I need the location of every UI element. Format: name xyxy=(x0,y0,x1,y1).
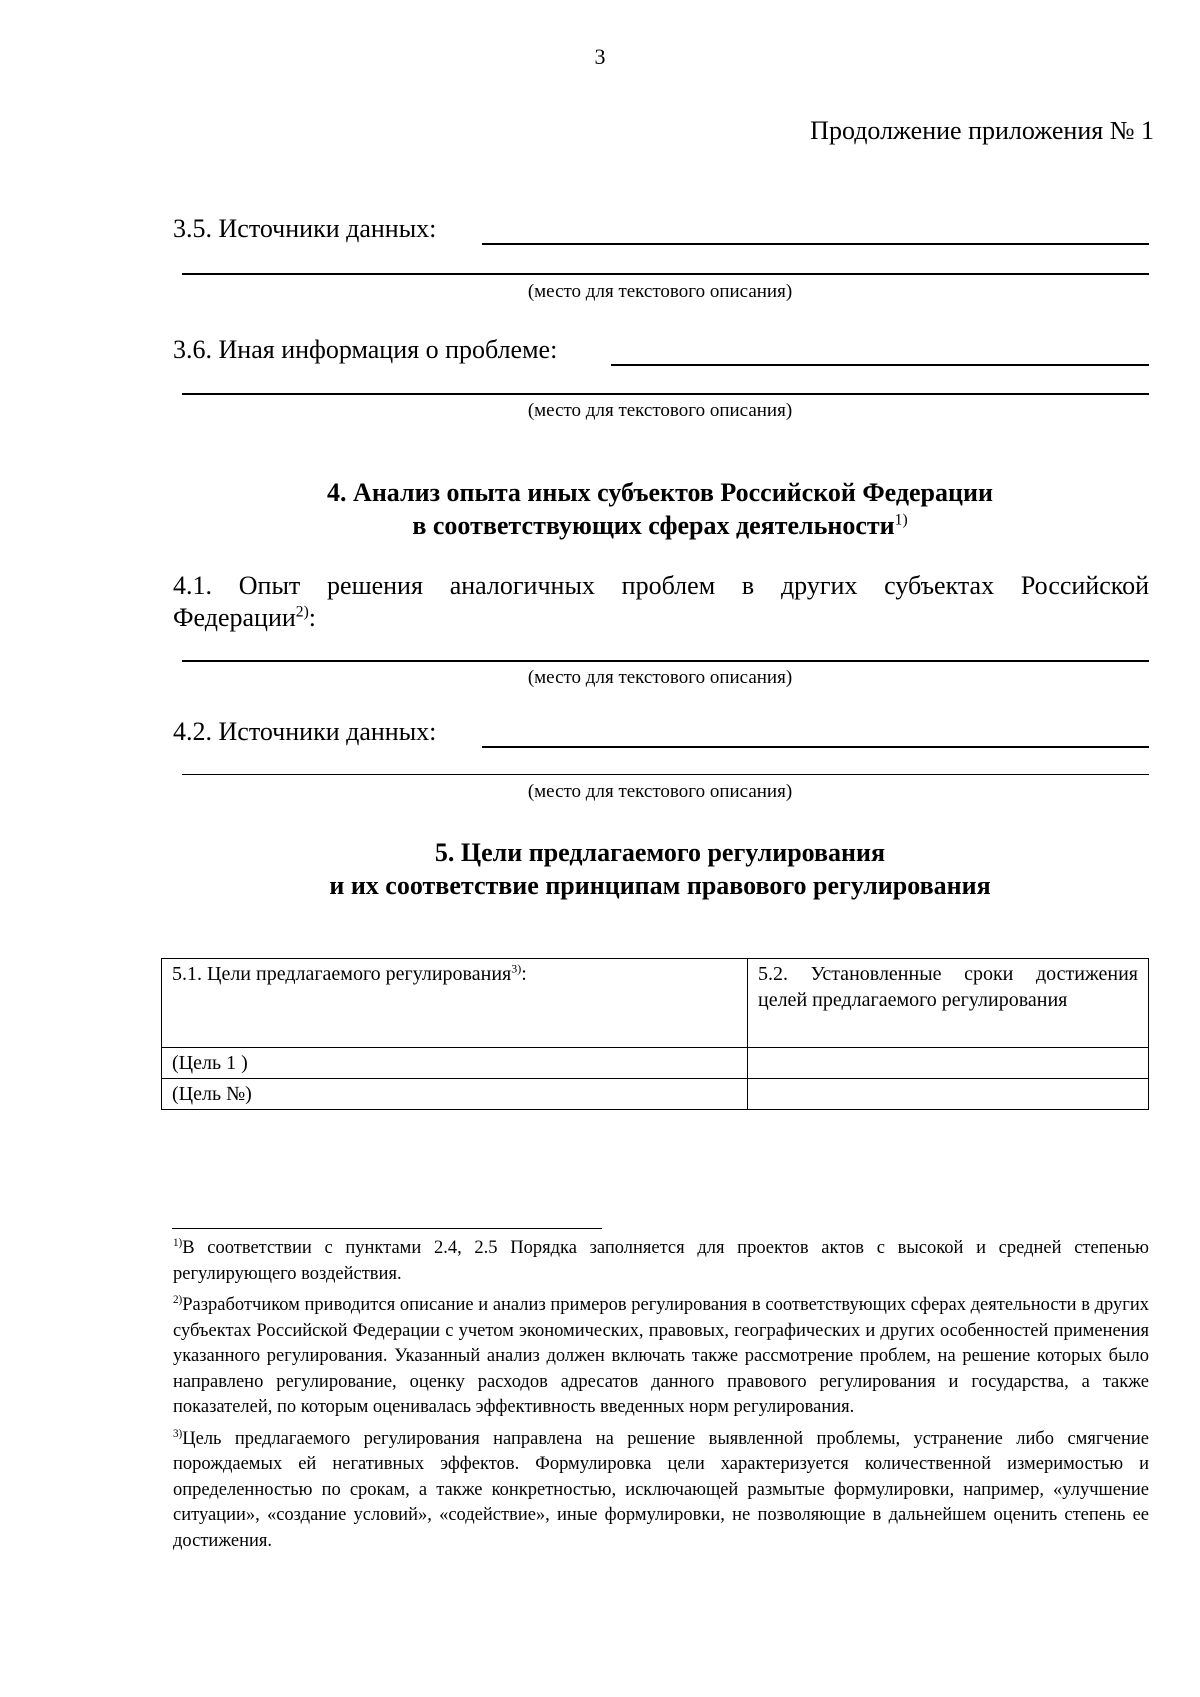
item-4-2-label: 4.2. Источники данных: xyxy=(173,717,437,746)
placeholder-caption: (место для текстового описания) xyxy=(527,281,793,302)
table-header-goals: 5.1. Цели предлагаемого регулирования$^{3)}$: xyxy=(162,959,748,1048)
item-4-1-label-line1: 4.1. Опыт решения аналогичных проблем в других субъектах Российской xyxy=(173,571,1149,600)
table-header-deadlines: 5.2. Установленные сроки достижения целей предлагаемого регулирования xyxy=(748,959,1149,1048)
item-4-1-label-line2: Федерации$^{2)}$: xyxy=(173,603,317,632)
table-cell-goal: (Цель 1 ) xyxy=(162,1048,748,1079)
goals-table xyxy=(161,958,1149,1110)
footnote-3: $^{3)}$Цель предлагаемого регулирования направлена на решение выявленной проблемы, устранение либо смягчение порождаемых ей негативных эффектов. Формулировка цели характеризуется количественной измеримостью и определенностью по срокам, а также конкретностью, исключающей размытые формулировки, например, «улучшение ситуации», «создание условий», «содействие», иные формулировки, не позволяющие в дальнейшем оценить степень ее достижения. xyxy=(173,1427,1149,1551)
section-4-heading-line2: в соответствующих сферах деятельности$^{1)}$ xyxy=(412,511,908,540)
section-4-heading xyxy=(0,476,1200,542)
placeholder-caption: (место для текстового описания) xyxy=(527,781,793,802)
table-cell-deadline[interactable] xyxy=(748,1079,1149,1110)
table-cell-deadline[interactable] xyxy=(748,1048,1149,1079)
footnote-mark: 3) xyxy=(173,1427,183,1440)
page-number: 3 xyxy=(594,44,606,69)
item-3-6-input-line[interactable] xyxy=(611,364,1149,366)
item-4-1-input-line[interactable] xyxy=(182,660,1149,662)
item-3-5-input-line[interactable] xyxy=(482,243,1149,245)
item-4-2-input-line[interactable] xyxy=(482,746,1149,748)
item-3-5-label: 3.5. Источники данных: xyxy=(173,214,437,243)
section-5-heading-line2: и их соответствие принципам правового регулирования xyxy=(329,871,991,900)
table-row xyxy=(162,1048,1149,1079)
placeholder-caption: (место для текстового описания) xyxy=(527,400,793,421)
appendix-note: Продолжение приложения № 1 xyxy=(810,116,1154,145)
footnote-ref-1: 1) xyxy=(894,511,908,529)
item-3-5-input-line-2[interactable] xyxy=(182,273,1149,275)
footnote-ref-3: 3) xyxy=(511,961,522,976)
item-3-6-input-line-2[interactable] xyxy=(182,393,1149,395)
section-5-heading-line1: 5. Цели предлагаемого регулирования xyxy=(434,838,886,867)
table-row xyxy=(162,1079,1149,1110)
footnotes xyxy=(173,1236,1149,1560)
footnote-mark: 1) xyxy=(173,1236,183,1249)
item-4-2-input-line-2[interactable] xyxy=(182,774,1149,775)
footnote-2: $^{2)}$Разработчиком приводится описание и анализ примеров регулирования в соответствующих сферах деятельности в других субъектах Российской Федерации с учетом экономических, правовых, географических и других особенностей применения указанного регулирования. Указанный анализ должен включать также рассмотрение проблем, на решение которых было направлено регулирование, оценку расходов адресатов данного правового регулирования и государства, а также показателей, по которым оценивалась эффективность введенных норм регулирования. xyxy=(173,1293,1149,1417)
footnote-1: $^{1)}$В соответствии с пунктами 2.4, 2.5 Порядка заполняется для проектов актов с высокой и средней степенью регулирующего воздействия. xyxy=(173,1236,1149,1284)
table-cell-goal: (Цель №) xyxy=(162,1079,748,1110)
table-header-row xyxy=(162,959,1149,1048)
footnote-separator xyxy=(172,1228,602,1229)
item-3-6-label: 3.6. Иная информация о проблеме: xyxy=(173,335,558,364)
placeholder-caption: (место для текстового описания) xyxy=(527,667,793,688)
section-4-heading-line1: 4. Анализ опыта иных субъектов Российской Федерации xyxy=(327,478,993,507)
section-5-heading xyxy=(0,836,1200,902)
footnote-mark: 2) xyxy=(173,1293,183,1306)
footnote-ref-2: 2) xyxy=(295,603,309,621)
